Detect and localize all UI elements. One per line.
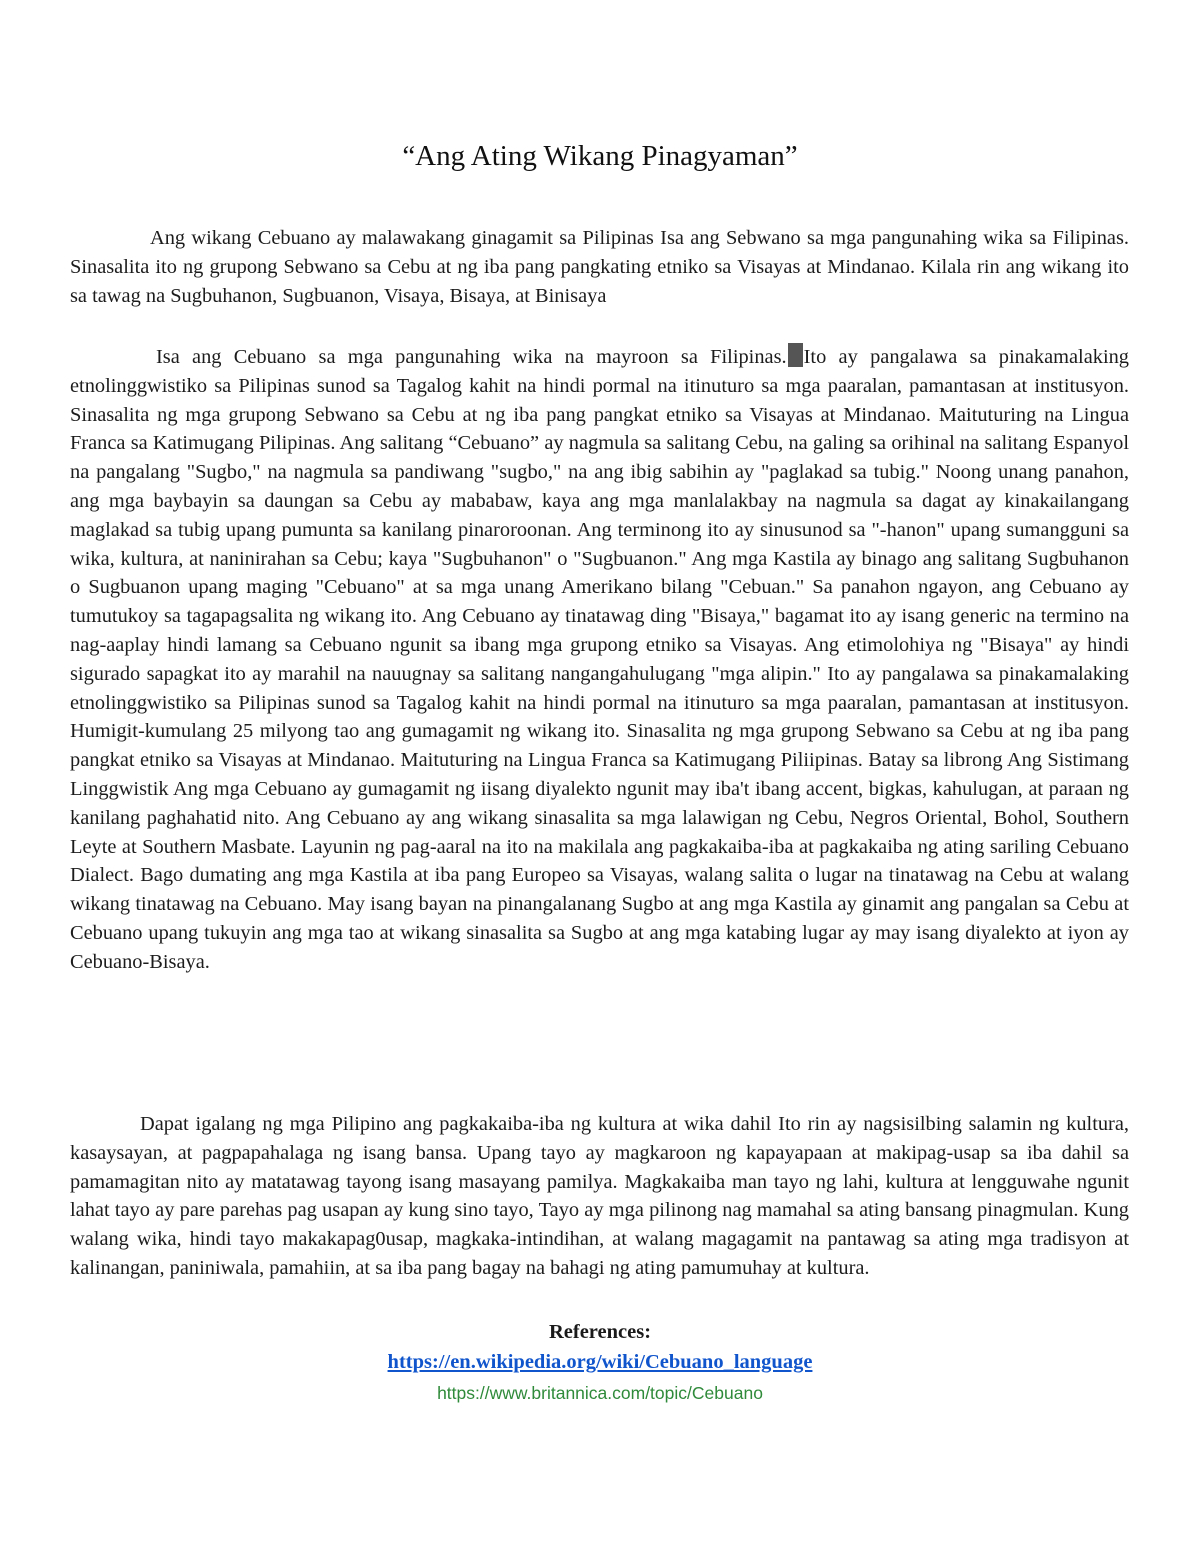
reference-link-wikipedia[interactable]: https://en.wikipedia.org/wiki/Cebuano_language bbox=[387, 1351, 813, 1373]
paragraph-1: Ang wikang Cebuano ay malawakang ginagamit sa Pilipinas Isa ang Sebwano sa mga pangunahing wika sa Filipinas. Sinasalita ito ng grupong Sebwano sa Cebu at ng iba pang pangkating etniko sa Visayas at Mindanao. Kilala rin ang wikang ito sa tawag na Sugbuhanon, Sugbuanon, Visaya, Bisaya, at Binisaya bbox=[70, 227, 1129, 307]
paragraph-3: Dapat igalang ng mga Pilipino ang pagkakaiba-iba ng kultura at wika dahil Ito rin ay nagsisilbing salamin ng kultura, kasaysayan, at pagpapahalaga ng isang bansa. Upang tayo ay magkaroon ng kapayapaan at makipag-usap sa iba dahil sa pamamagitan nito ay matatawag tayong isang masayang pamilya. Magkakaiba man tayo ng lahi, kultura at lengguwahe ngunit lahat tayo ay pare parehas pag usapan ay kung sino tayo, Tayo ay mga pilinong nag mamahal sa ating bansang pinagmulan. Kung walang wika, hindi tayo makakapag0usap, magkaka-intindihan, at walang magagamit na pantawag sa ating mga tradisyon at kalinangan, paniniwala, pamahiin, at sa iba pang bagay na bahagi ng ating pamumuhay at kultura. bbox=[70, 1113, 1129, 1279]
paragraph-2 bbox=[70, 343, 1129, 977]
paragraph-2-start: Isa ang Cebuano sa mga pangunahing wika na mayroon sa Filipinas. bbox=[156, 346, 787, 368]
reference-item-wikipedia bbox=[0, 1348, 1200, 1376]
reference-link-britannica[interactable]: https://www.britannica.com/topic/Cebuano bbox=[437, 1383, 763, 1403]
text-cursor-icon bbox=[788, 343, 803, 367]
paragraph-2-rest: Ito ay pangalawa sa pinakamalaking etnolinggwistiko sa Pilipinas sunod sa Tagalog kahit na hindi pormal na itinuturo sa mga paaralan, pamantasan at institusyon. Sinasalita ng mga grupong Sebwano sa Cebu at ng iba pang pangkat etniko sa Visayas at Mindanao. Maituturing na Lingua Franca sa Katimugang Pilipinas. Ang salitang “Cebuano” ay nagmula sa salitang Cebu, na galing sa orihinal na salitang Espanyol na pangalang "Sugbo," na nagmula sa pandiwang "sugbo," na ang ibig sabihin ay "paglakad sa tubig." Noong unang panahon, ang mga baybayin sa daungan sa Cebu ay mababaw, kaya ang mga manlalakbay na nagmula sa dagat ay kinakailangang maglakad sa tubig upang pumunta sa kanilang pinaroroonan. Ang terminong ito ay sinusunod sa "-hanon" upang sumangguni sa wika, kultura, at naninirahan sa Cebu; kaya "Sugbuhanon" o "Sugbuanon." Ang mga Kastila ay binago ang salitang Sugbuhanon o Sugbuanon upang maging "Cebuano" at sa mga unang Amerikano bilang "Cebuan." Sa panahon ngayon, ang Cebuano ay tumutukoy sa tagapagsalita ng wikang ito. Ang Cebuano ay tinatawag ding "Bisaya," bagamat ito ay isang generic na termino na nag-aaplay hindi lamang sa Cebuano ngunit sa ibang mga grupong etniko sa Visayas. Ang etimolohiya ng "Bisaya" ay hindi sigurado sapagkat ito ay marahil na nauugnay sa salitang nangangahulugang "mga alipin." Ito ay pangalawa sa pinakamalaking etnolinggwistiko sa Pilipinas sunod sa Tagalog kahit na hindi pormal na itinuturo sa mga paaralan, pamantasan at institusyon. Humigit-kumulang 25 milyong tao ang gumagamit ng wikang ito. Sinasalita ng mga grupong Sebwano sa Cebu at ng iba pang pangkat etniko sa Visayas at Mindanao. Maituturing na Lingua Franca sa Katimugang Piliipinas. Batay sa librong Ang Sistimang Linggwistik Ang mga Cebuano ay gumagamit ng iisang diyalekto ngunit may iba't ibang accent, bigkas, kahulugan, at paraan ng kanilang paghahatid nito. Ang Cebuano ay ang wikang sinasalita sa mga lalawigan ng Cebu, Negros Oriental, Bohol, Southern Leyte at Southern Masbate. Layunin ng pag-aaral na ito na makilala ang pagkakaiba-iba at pagkakaiba ng ating sariling Cebuano Dialect. Bago dumating ang mga Kastila at iba pang Europeo sa Visayas, walang salita o lugar na tinatawag na Cebu at walang wikang tinatawag na Cebuano. May isang bayan na pinangalanang Sugbo at ang mga Kastila ay ginamit ang pangalan sa Cebu at Cebuano upang tukuyin ang mga tao at wikang sinasalita sa Sugbo at ang mga katabing lugar ay may isang diyalekto at iyon ay Cebuano-Bisaya. bbox=[70, 346, 1130, 973]
document-title: “Ang Ating Wikang Pinagyaman” bbox=[402, 140, 798, 172]
references-heading: References: bbox=[548, 1321, 652, 1343]
